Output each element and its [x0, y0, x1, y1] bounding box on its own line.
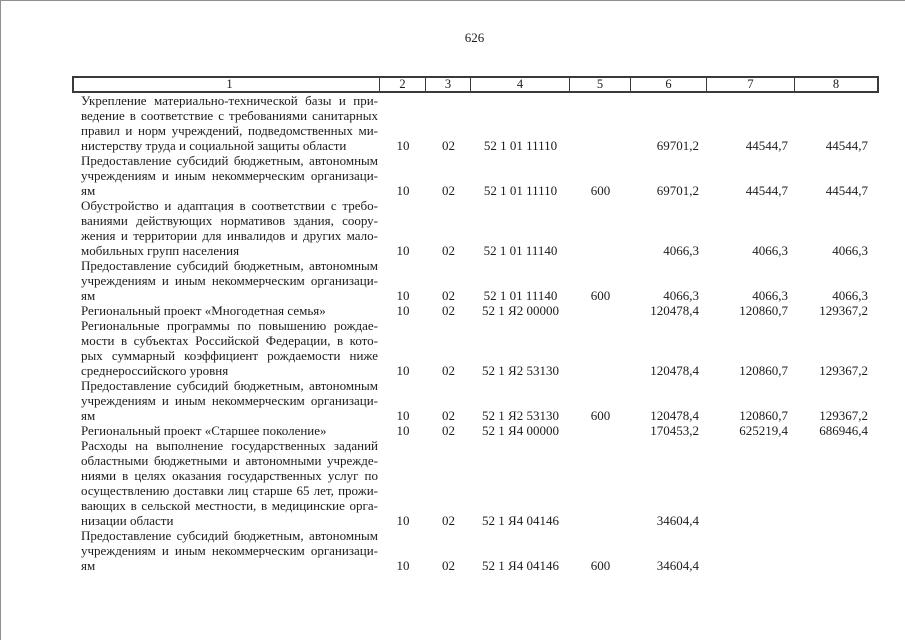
description-line: учреждениям и иным некоммерческим организаци- [81, 543, 378, 558]
column-header-cell-3: 3 [426, 78, 471, 91]
description-line: ваниями действующих нормативов здания, соору- [81, 213, 378, 228]
cell-expense-type-code [570, 93, 631, 153]
description-line: осуществлению доставки лиц старше 65 лет, прожи- [81, 483, 378, 498]
description-line: Предоставление субсидий бюджетным, автономным [81, 153, 378, 168]
cell-subsection-code: 02 [442, 183, 455, 198]
description-line: рых суммарный коэффициент рождаемости ниже [81, 348, 378, 363]
cell-amount-2: 120860,7 [739, 363, 788, 378]
cell-amount-3: 129367,2 [819, 363, 868, 378]
column-header-cell-1: 1 [74, 78, 380, 91]
cell-description [73, 318, 380, 378]
description-line: Предоставление субсидий бюджетным, автономным [81, 258, 378, 273]
description-line: Региональный проект «Многодетная семья» [81, 303, 326, 318]
cell-amount-3: 4066,3 [832, 243, 868, 258]
cell-subsection-code: 02 [442, 408, 455, 423]
cell-expense-type-code: 600 [590, 288, 611, 303]
description-line: областными бюджетными и автономными учрежде- [81, 453, 378, 468]
table-row [73, 93, 878, 153]
description-line: среднероссийского уровня [81, 363, 229, 378]
cell-subsection-code: 02 [442, 423, 455, 438]
cell-amount-3: 129367,2 [819, 408, 868, 423]
cell-description [73, 153, 380, 198]
cell-amount-1: 120478,4 [650, 303, 699, 318]
cell-amount-1: 120478,4 [650, 363, 699, 378]
cell-description [73, 93, 380, 153]
table-column-header-row [72, 76, 879, 93]
cell-amount-3 [795, 528, 878, 573]
cell-subsection-code: 02 [442, 243, 455, 258]
cell-target-article-code: 52 1 01 11140 [483, 243, 558, 258]
description-line: Региональный проект «Старшее поколение» [81, 423, 327, 438]
description-line: низации области [81, 513, 174, 528]
description-line: Предоставление субсидий бюджетным, автономным [81, 378, 378, 393]
table-row [73, 318, 878, 378]
column-header-cell-6: 6 [631, 78, 707, 91]
cell-section-code: 10 [396, 363, 410, 378]
cell-expense-type-code [570, 318, 631, 378]
cell-amount-1: 120478,4 [650, 408, 699, 423]
cell-target-article-code: 52 1 Я2 00000 [482, 303, 559, 318]
column-header-cell-2: 2 [380, 78, 426, 91]
cell-amount-1: 69701,2 [656, 138, 699, 153]
cell-section-code: 10 [396, 423, 410, 438]
cell-amount-1: 4066,3 [663, 288, 699, 303]
column-header-cell-7: 7 [707, 78, 795, 91]
table-body [73, 93, 878, 573]
cell-target-article-code: 52 1 Я4 04146 [482, 558, 559, 573]
cell-subsection-code: 02 [442, 363, 455, 378]
description-line: ям [81, 558, 96, 573]
cell-section-code: 10 [396, 183, 410, 198]
cell-amount-1: 69701,2 [656, 183, 699, 198]
description-line: Обустройство и адаптация в соответствии с требо- [81, 198, 378, 213]
table-row [73, 378, 878, 423]
cell-expense-type-code [570, 438, 631, 528]
cell-amount-1: 34604,4 [656, 513, 699, 528]
cell-section-code: 10 [396, 138, 410, 153]
description-line: ям [81, 288, 96, 303]
cell-expense-type-code [570, 198, 631, 258]
description-line: Укрепление материально-технической базы и при- [81, 93, 378, 108]
description-line: Региональные программы по повышению рождае- [81, 318, 378, 333]
cell-amount-2: 4066,3 [752, 243, 788, 258]
column-header-cell-4: 4 [471, 78, 570, 91]
table-row [73, 198, 878, 258]
cell-section-code: 10 [396, 513, 410, 528]
cell-target-article-code: 52 1 01 11110 [483, 138, 558, 153]
cell-amount-2: 625219,4 [739, 423, 788, 438]
column-header-cell-5: 5 [570, 78, 631, 91]
cell-target-article-code: 52 1 01 11110 [483, 183, 558, 198]
description-line: учреждениям и иным некоммерческим организаци- [81, 393, 378, 408]
table-row [73, 153, 878, 198]
cell-description [73, 528, 380, 573]
table-row [73, 528, 878, 573]
cell-subsection-code: 02 [442, 138, 455, 153]
table-row [73, 438, 878, 528]
cell-amount-3 [795, 438, 878, 528]
cell-amount-3: 129367,2 [819, 303, 868, 318]
cell-amount-2: 120860,7 [739, 303, 788, 318]
cell-amount-2 [707, 438, 795, 528]
cell-amount-2: 120860,7 [739, 408, 788, 423]
description-line: правил и норм учреждений, подведомственных ми- [81, 123, 378, 138]
cell-expense-type-code [570, 303, 631, 318]
cell-subsection-code: 02 [442, 288, 455, 303]
cell-expense-type-code: 600 [590, 408, 611, 423]
cell-amount-2: 44544,7 [745, 183, 788, 198]
cell-amount-1: 170453,2 [650, 423, 699, 438]
column-header-cell-8: 8 [832, 77, 840, 91]
cell-section-code: 10 [396, 558, 410, 573]
cell-section-code: 10 [396, 288, 410, 303]
cell-description [73, 423, 380, 438]
cell-expense-type-code: 600 [590, 558, 611, 573]
cell-amount-1: 34604,4 [656, 558, 699, 573]
description-line: мости в субъектах Российской Федерации, в кото- [81, 333, 378, 348]
cell-description [73, 378, 380, 423]
table-row [73, 258, 878, 303]
cell-amount-3: 44544,7 [825, 138, 868, 153]
cell-description [73, 258, 380, 303]
cell-subsection-code: 02 [442, 513, 455, 528]
description-line: Расходы на выполнение государственных заданий [81, 438, 378, 453]
description-line: ям [81, 183, 96, 198]
description-line: ям [81, 408, 96, 423]
cell-amount-2 [707, 528, 795, 573]
cell-target-article-code: 52 1 Я4 00000 [482, 423, 559, 438]
cell-amount-3: 686946,4 [819, 423, 868, 438]
description-line: учреждениям и иным некоммерческим организаци- [81, 273, 378, 288]
cell-target-article-code: 52 1 Я2 53130 [482, 363, 559, 378]
cell-amount-3: 44544,7 [825, 183, 868, 198]
cell-section-code: 10 [396, 243, 410, 258]
table-row [73, 303, 878, 318]
cell-expense-type-code: 600 [590, 183, 611, 198]
cell-description [73, 303, 380, 318]
description-line: ниями в целях оказания государственных услуг по [81, 468, 378, 483]
description-line: учреждениям и иным некоммерческим организаци- [81, 168, 378, 183]
cell-subsection-code: 02 [442, 558, 455, 573]
cell-description [73, 438, 380, 528]
cell-target-article-code: 52 1 01 11140 [483, 288, 558, 303]
cell-amount-3: 4066,3 [832, 288, 868, 303]
cell-expense-type-code [570, 423, 631, 438]
cell-target-article-code: 52 1 Я4 04146 [482, 513, 559, 528]
cell-section-code: 10 [396, 408, 410, 423]
description-line: жения и территории для инвалидов и других мало- [81, 228, 378, 243]
cell-subsection-code: 02 [442, 303, 455, 318]
cell-amount-2: 4066,3 [752, 288, 788, 303]
cell-description [73, 198, 380, 258]
cell-amount-1: 4066,3 [663, 243, 699, 258]
page-number: 626 [464, 30, 485, 45]
description-line: мобильных групп населения [81, 243, 240, 258]
table-row [73, 423, 878, 438]
description-line: вающих в сельской местности, в медицинские орга- [81, 498, 378, 513]
cell-target-article-code: 52 1 Я2 53130 [482, 408, 559, 423]
description-line: Предоставление субсидий бюджетным, автономным [81, 528, 378, 543]
description-line: нистерству труда и социальной защиты области [81, 138, 347, 153]
cell-amount-2: 44544,7 [745, 138, 788, 153]
description-line: ведение в соответствие с требованиями санитарных [81, 108, 378, 123]
cell-section-code: 10 [396, 303, 410, 318]
